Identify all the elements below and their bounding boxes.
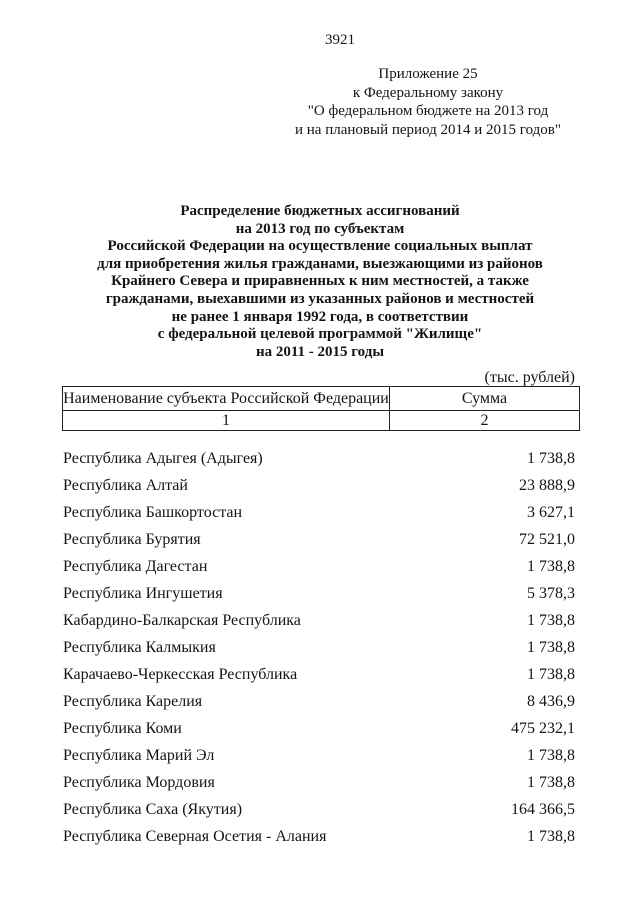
subject-amount: 1 738,8 [527, 827, 575, 845]
table-row [63, 796, 575, 823]
table-row [63, 553, 575, 580]
subject-amount: 1 738,8 [527, 665, 575, 683]
table-row [63, 580, 575, 607]
subject-name: Республика Северная Осетия - Алания [63, 827, 327, 845]
subject-amount: 1 738,8 [527, 773, 575, 791]
title-line: гражданами, выехавшими из указанных районов и местностей [105, 290, 535, 307]
subject-name: Республика Калмыкия [63, 638, 216, 656]
table-row [63, 445, 575, 472]
subject-name: Республика Марий Эл [63, 746, 215, 764]
subject-amount: 164 366,5 [511, 800, 575, 818]
document-title [20, 203, 620, 361]
table-row [63, 499, 575, 526]
subject-amount: 8 436,9 [527, 692, 575, 710]
title-line: Крайнего Севера и приравненных к ним местностей, а также [111, 273, 529, 290]
table-row [63, 607, 575, 634]
title-line: для приобретения жилья гражданами, выезжающими из районов [97, 255, 543, 272]
table-column-numbers-row [63, 411, 580, 431]
appendix-line-number: Приложение 25 [378, 66, 478, 82]
appendix-line-law-period: и на плановый период 2014 и 2015 годов" [295, 122, 561, 139]
title-line: Российской Федерации на осуществление социальных выплат [107, 238, 533, 255]
table-row [63, 769, 575, 796]
table-row [63, 823, 575, 850]
title-line: на 2013 год по субъектам [235, 220, 405, 237]
subject-name: Республика Мордовия [63, 773, 215, 791]
subject-amount: 475 232,1 [511, 719, 575, 737]
subject-amount: 3 627,1 [527, 503, 575, 521]
table-row [63, 715, 575, 742]
appendix-line-law-title: "О федеральном бюджете на 2013 год [307, 103, 549, 120]
appendix-line-law: к Федеральному закону [352, 84, 504, 101]
subject-amount: 1 738,8 [527, 557, 575, 575]
table-header-row [63, 387, 580, 411]
page-number: 3921 [325, 32, 355, 48]
units-label: (тыс. рублей) [484, 369, 575, 386]
subject-amount: 23 888,9 [519, 476, 575, 494]
subject-amount: 1 738,8 [527, 746, 575, 764]
subject-name: Карачаево-Черкесская Республика [63, 665, 298, 683]
column-number-1: 1 [63, 411, 390, 431]
subject-amount: 1 738,8 [527, 611, 575, 629]
table-row [63, 472, 575, 499]
appendix-reference [278, 65, 578, 140]
table-body [63, 445, 575, 850]
subject-name: Республика Карелия [63, 692, 203, 710]
title-line: Распределение бюджетных ассигнований [180, 203, 460, 219]
column-header-amount: Сумма [390, 387, 580, 411]
subject-name: Республика Башкортостан [63, 503, 243, 521]
title-line: на 2011 - 2015 годы [255, 343, 385, 360]
subject-amount: 5 378,3 [527, 584, 575, 602]
table-row [63, 526, 575, 553]
column-number-2: 2 [390, 411, 580, 431]
subject-name: Республика Саха (Якутия) [63, 800, 243, 818]
subject-name: Республика Алтай [63, 476, 188, 494]
subject-name: Республика Коми [63, 719, 182, 737]
subject-amount: 72 521,0 [519, 530, 575, 548]
subject-name: Кабардино-Балкарская Республика [63, 611, 301, 629]
title-line: не ранее 1 января 1992 года, в соответствии [171, 308, 469, 325]
table-header [62, 386, 580, 431]
table-row [63, 634, 575, 661]
column-header-subject: Наименование субъекта Российской Федерации [63, 387, 390, 411]
subject-amount: 1 738,8 [527, 449, 575, 467]
subject-name: Республика Бурятия [63, 530, 201, 548]
subject-name: Республика Адыгея (Адыгея) [63, 449, 263, 467]
subject-name: Республика Дагестан [63, 557, 208, 575]
table-row [63, 742, 575, 769]
title-line: с федеральной целевой программой "Жилище" [157, 326, 483, 343]
table-row [63, 661, 575, 688]
subject-amount: 1 738,8 [527, 638, 575, 656]
subject-name: Республика Ингушетия [63, 584, 223, 602]
table-row [63, 688, 575, 715]
